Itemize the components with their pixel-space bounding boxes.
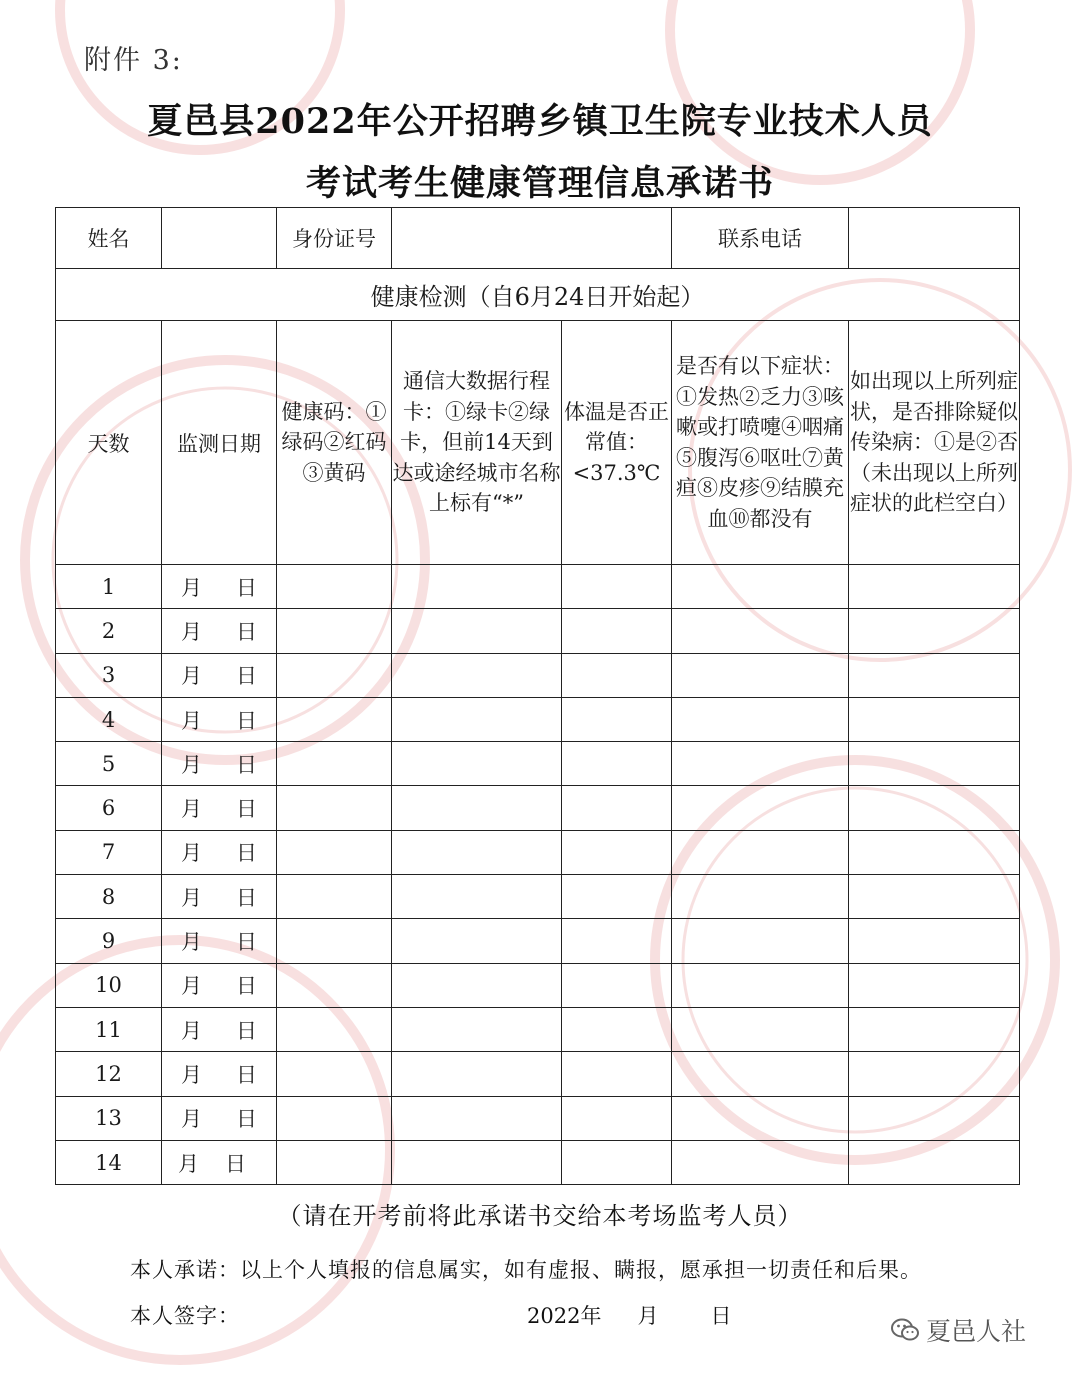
signature-label: 本人签字：: [130, 1304, 240, 1328]
month-char: 月: [181, 619, 202, 644]
trip-card-cell[interactable]: [392, 609, 562, 653]
phone-label: 联系电话: [672, 208, 849, 269]
monitor-date[interactable]: [162, 697, 277, 741]
day-number: 12: [56, 1052, 162, 1096]
monitor-date[interactable]: [162, 875, 277, 919]
exclude-cell[interactable]: [849, 1140, 1020, 1184]
name-label: 姓名: [56, 208, 162, 269]
submission-note: （请在开考前将此承诺书交给本考场监考人员）: [277, 1202, 803, 1230]
name-field[interactable]: [162, 208, 277, 269]
wechat-icon: [890, 1317, 920, 1343]
temperature-cell[interactable]: [562, 609, 672, 653]
day-char: 日: [236, 1018, 257, 1043]
table-row: [56, 963, 1020, 1007]
signature-date: [527, 1300, 731, 1330]
trip-card-cell[interactable]: [392, 1007, 562, 1051]
col-symptoms: 是否有以下症状：①发热②乏力③咳嗽或打喷嚏④咽痛⑤腹泻⑥呕吐⑦黄疸⑧皮疹⑨结膜充血⑩都没有: [672, 321, 849, 565]
attachment-label: 附件 3:: [84, 45, 183, 76]
trip-card-cell[interactable]: [392, 1052, 562, 1096]
exclude-cell[interactable]: [849, 565, 1020, 609]
temperature-cell[interactable]: [562, 1096, 672, 1140]
temperature-cell[interactable]: [562, 1140, 672, 1184]
day-char: 日: [236, 1107, 257, 1132]
col-health-code: 健康码：①绿码②红码③黄码: [277, 321, 392, 565]
month-char: 月: [181, 841, 202, 866]
signature-month: 月: [637, 1304, 659, 1328]
day-char: 日: [236, 930, 257, 955]
day-number: 5: [56, 742, 162, 786]
table-row: [56, 1140, 1020, 1184]
temperature-cell[interactable]: [562, 742, 672, 786]
monitor-date[interactable]: [162, 1052, 277, 1096]
day-number: 13: [56, 1096, 162, 1140]
day-number: 2: [56, 609, 162, 653]
monitor-date[interactable]: [162, 653, 277, 697]
day-char: 日: [236, 797, 257, 822]
exclude-cell[interactable]: [849, 963, 1020, 1007]
day-char: 日: [236, 974, 257, 999]
day-char: 日: [236, 664, 257, 689]
monitor-date[interactable]: [162, 963, 277, 1007]
health-code-cell[interactable]: [277, 1140, 392, 1184]
symptoms-cell[interactable]: [672, 565, 849, 609]
monitor-date[interactable]: [162, 830, 277, 874]
month-char: 月: [181, 974, 202, 999]
temperature-cell[interactable]: [562, 963, 672, 1007]
symptoms-cell[interactable]: [672, 1140, 849, 1184]
exclude-cell[interactable]: [849, 742, 1020, 786]
month-char: 月: [181, 1018, 202, 1043]
trip-card-cell[interactable]: [392, 786, 562, 830]
health-code-cell[interactable]: [277, 830, 392, 874]
month-char: 月: [181, 885, 202, 910]
document-title: 夏邑县2022年公开招聘乡镇卫生院专业技术人员: [147, 101, 933, 142]
col-trip-card: 通信大数据行程卡：①绿卡②绿卡，但前14天到达或途经城市名称上标有“*”: [392, 321, 562, 565]
day-number: 7: [56, 830, 162, 874]
col-temperature: 体温是否正常值：<37.3℃: [562, 321, 672, 565]
signature-year: 2022年: [527, 1304, 602, 1328]
month-char: 月: [181, 664, 202, 689]
table-row: [56, 565, 1020, 609]
day-number: 14: [56, 1140, 162, 1184]
exclude-cell[interactable]: [849, 786, 1020, 830]
month-char: 月: [181, 752, 202, 777]
monitor-date[interactable]: [162, 609, 277, 653]
temperature-cell[interactable]: [562, 786, 672, 830]
monitor-date[interactable]: [162, 565, 277, 609]
trip-card-cell[interactable]: [392, 1140, 562, 1184]
symptoms-cell[interactable]: [672, 1007, 849, 1051]
temperature-cell[interactable]: [562, 1052, 672, 1096]
id-field[interactable]: [392, 208, 672, 269]
monitor-date[interactable]: [162, 1096, 277, 1140]
table-row: [56, 919, 1020, 963]
exclude-cell[interactable]: [849, 1052, 1020, 1096]
temperature-cell[interactable]: [562, 697, 672, 741]
trip-card-cell[interactable]: [392, 697, 562, 741]
brand-watermark: [890, 1312, 1026, 1348]
health-code-cell[interactable]: [277, 1052, 392, 1096]
symptoms-cell[interactable]: [672, 786, 849, 830]
health-heading: 健康检测（自6月24日开始起）: [56, 269, 1020, 321]
trip-card-cell[interactable]: [392, 875, 562, 919]
health-code-cell[interactable]: [277, 963, 392, 1007]
table-row: [56, 609, 1020, 653]
col-exclude: 如出现以上所列症状，是否排除疑似传染病：①是②否（未出现以上所列症状的此栏空白）: [849, 321, 1020, 565]
health-code-cell[interactable]: [277, 919, 392, 963]
col-date: 监测日期: [162, 321, 277, 565]
exclude-cell[interactable]: [849, 919, 1020, 963]
day-number: 10: [56, 963, 162, 1007]
temperature-cell[interactable]: [562, 875, 672, 919]
symptoms-cell[interactable]: [672, 742, 849, 786]
day-number: 3: [56, 653, 162, 697]
table-row: [56, 875, 1020, 919]
trip-card-cell[interactable]: [392, 742, 562, 786]
exclude-cell[interactable]: [849, 1096, 1020, 1140]
health-code-cell[interactable]: [277, 1096, 392, 1140]
table-row: [56, 1007, 1020, 1051]
monitor-date[interactable]: [162, 919, 277, 963]
table-row: [56, 742, 1020, 786]
monitor-date[interactable]: [162, 1140, 277, 1184]
temperature-cell[interactable]: [562, 565, 672, 609]
health-code-cell[interactable]: [277, 697, 392, 741]
symptoms-cell[interactable]: [672, 609, 849, 653]
month-char: 月: [181, 930, 202, 955]
trip-card-cell[interactable]: [392, 653, 562, 697]
health-code-cell[interactable]: [277, 609, 392, 653]
symptoms-cell[interactable]: [672, 830, 849, 874]
monitor-date[interactable]: [162, 1007, 277, 1051]
phone-field[interactable]: [849, 208, 1020, 269]
table-row: [56, 830, 1020, 874]
trip-card-cell[interactable]: [392, 565, 562, 609]
table-row: [56, 786, 1020, 830]
health-code-cell[interactable]: [277, 875, 392, 919]
day-char: 日: [236, 575, 257, 600]
day-char: 日: [236, 619, 257, 644]
monitor-date[interactable]: [162, 786, 277, 830]
symptoms-cell[interactable]: [672, 963, 849, 1007]
month-char: 月: [181, 1107, 202, 1132]
table-row: [56, 1096, 1020, 1140]
signature-day: 日: [710, 1304, 732, 1328]
health-code-cell[interactable]: [277, 1007, 392, 1051]
health-code-cell[interactable]: [277, 565, 392, 609]
symptoms-cell[interactable]: [672, 1096, 849, 1140]
temperature-cell[interactable]: [562, 919, 672, 963]
promise-statement: 本人承诺：以上个人填报的信息属实，如有虚报、瞒报，愿承担一切责任和后果。: [130, 1258, 922, 1282]
trip-card-cell[interactable]: [392, 830, 562, 874]
exclude-cell[interactable]: [849, 830, 1020, 874]
health-code-cell[interactable]: [277, 653, 392, 697]
col-days: 天数: [56, 321, 162, 565]
symptoms-cell[interactable]: [672, 875, 849, 919]
month-char: 月: [181, 797, 202, 822]
monitor-date[interactable]: [162, 742, 277, 786]
symptoms-cell[interactable]: [672, 697, 849, 741]
trip-card-cell[interactable]: [392, 919, 562, 963]
day-number: 11: [56, 1007, 162, 1051]
month-char: 月: [181, 1062, 202, 1087]
trip-card-cell[interactable]: [392, 963, 562, 1007]
day-char: 日: [236, 1062, 257, 1087]
day-number: 1: [56, 565, 162, 609]
temperature-cell[interactable]: [562, 653, 672, 697]
day-number: 6: [56, 786, 162, 830]
health-code-cell[interactable]: [277, 786, 392, 830]
health-code-cell[interactable]: [277, 742, 392, 786]
day-char: 日: [236, 841, 257, 866]
day-char: 日: [236, 885, 257, 910]
day-char: 日: [236, 752, 257, 777]
exclude-cell[interactable]: [849, 653, 1020, 697]
symptoms-cell[interactable]: [672, 1052, 849, 1096]
day-number: 4: [56, 697, 162, 741]
exclude-cell[interactable]: [849, 609, 1020, 653]
month-char: 月: [178, 1151, 199, 1176]
month-char: 月: [181, 575, 202, 600]
trip-card-cell[interactable]: [392, 1096, 562, 1140]
exclude-cell[interactable]: [849, 875, 1020, 919]
table-row: [56, 697, 1020, 741]
symptoms-cell[interactable]: [672, 653, 849, 697]
exclude-cell[interactable]: [849, 1007, 1020, 1051]
id-label: 身份证号: [277, 208, 392, 269]
day-char: 日: [236, 708, 257, 733]
day-number: 9: [56, 919, 162, 963]
brand-name: 夏邑人社: [926, 1317, 1027, 1346]
day-char: 日: [225, 1151, 246, 1176]
exclude-cell[interactable]: [849, 697, 1020, 741]
month-char: 月: [181, 708, 202, 733]
table-row: [56, 1052, 1020, 1096]
document-subtitle: 考试考生健康管理信息承诺书: [305, 163, 774, 204]
health-form-table: [55, 207, 1020, 1185]
temperature-cell[interactable]: [562, 830, 672, 874]
symptoms-cell[interactable]: [672, 919, 849, 963]
temperature-cell[interactable]: [562, 1007, 672, 1051]
day-number: 8: [56, 875, 162, 919]
table-row: [56, 653, 1020, 697]
day-rows: [56, 565, 1020, 1185]
